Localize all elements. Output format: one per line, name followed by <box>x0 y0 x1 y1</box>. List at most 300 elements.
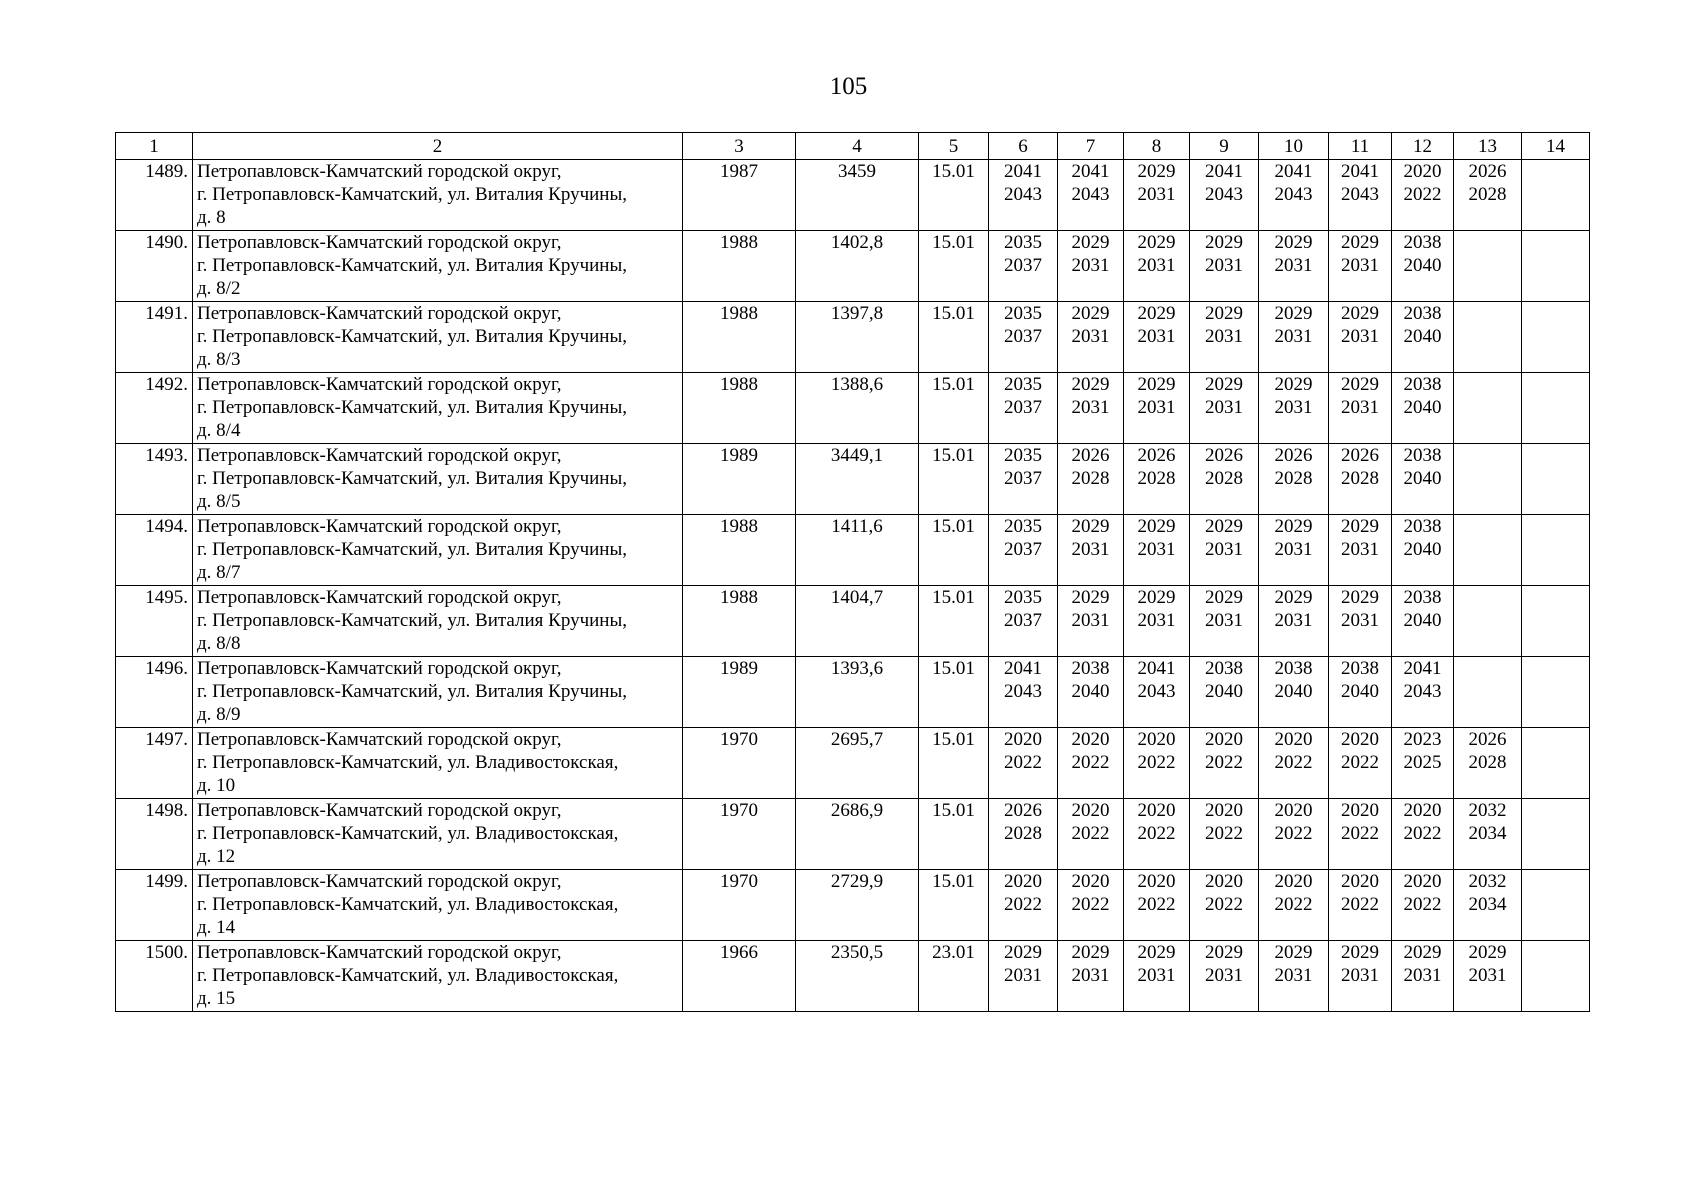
period-end: 2043 <box>1341 184 1379 205</box>
period-end: 2034 <box>1468 894 1507 915</box>
build-year: 1988 <box>683 373 796 444</box>
period-start: 2020 <box>1137 871 1176 892</box>
table-row <box>116 373 1590 444</box>
address-line: Петропавловск-Камчатский городской округ, <box>197 658 562 679</box>
period-cell <box>989 799 1058 870</box>
period-end: 2028 <box>1274 468 1313 489</box>
period-end: 2031 <box>1071 610 1110 631</box>
period-cell <box>1190 515 1259 586</box>
address-line: Петропавловск-Камчатский городской округ, <box>197 942 562 963</box>
period-end: 2037 <box>1004 468 1042 489</box>
code-value: 15.01 <box>919 231 989 302</box>
period-cell <box>1058 586 1124 657</box>
period-end: 2040 <box>1071 681 1110 702</box>
period-cell <box>1329 586 1392 657</box>
period-end: 2028 <box>1205 468 1243 489</box>
period-cell <box>989 728 1058 799</box>
period-start: 2020 <box>1205 729 1243 750</box>
period-start: 2020 <box>1403 161 1442 182</box>
period-start: 2029 <box>1205 587 1243 608</box>
period-end: 2031 <box>1137 184 1176 205</box>
period-cell <box>1259 515 1329 586</box>
total-area: 1402,8 <box>796 231 919 302</box>
period-start: 2020 <box>1274 729 1313 750</box>
address-cell <box>193 799 683 870</box>
address-line: г. Петропавловск-Камчатский, ул. Виталия Кручины, <box>197 184 627 205</box>
period-start: 2029 <box>1468 942 1507 963</box>
period-start: 2029 <box>1341 303 1379 324</box>
column-number-row <box>116 133 1590 160</box>
period-start: 2020 <box>1403 871 1442 892</box>
column-header: 13 <box>1454 133 1522 160</box>
address-line: г. Петропавловск-Камчатский, ул. Владивостокская, <box>197 823 619 844</box>
period-start: 2038 <box>1205 658 1243 679</box>
row-number: 1496. <box>116 657 193 728</box>
period-start: 2026 <box>1071 445 1110 466</box>
period-end: 2031 <box>1205 397 1243 418</box>
build-year: 1988 <box>683 231 796 302</box>
period-cell <box>1190 586 1259 657</box>
period-end: 2040 <box>1403 610 1442 631</box>
table-row <box>116 870 1590 941</box>
column-header: 2 <box>193 133 683 160</box>
period-end: 2022 <box>1341 752 1379 773</box>
address-line: г. Петропавловск-Камчатский, ул. Владивостокская, <box>197 894 619 915</box>
period-cell <box>1522 728 1590 799</box>
period-start: 2020 <box>1004 871 1042 892</box>
period-cell <box>1124 444 1190 515</box>
period-end: 2022 <box>1403 894 1442 915</box>
period-end: 2022 <box>1071 894 1110 915</box>
period-cell <box>1522 373 1590 444</box>
period-start: 2026 <box>1274 445 1313 466</box>
period-end: 2031 <box>1274 539 1313 560</box>
period-cell <box>1259 373 1329 444</box>
period-end: 2040 <box>1403 397 1442 418</box>
row-number: 1493. <box>116 444 193 515</box>
row-number: 1494. <box>116 515 193 586</box>
period-end: 2031 <box>1137 965 1176 986</box>
period-start: 2029 <box>1403 942 1442 963</box>
address-line: Петропавловск-Камчатский городской округ, <box>197 374 562 395</box>
period-end: 2040 <box>1274 681 1313 702</box>
row-number: 1499. <box>116 870 193 941</box>
row-number: 1491. <box>116 302 193 373</box>
table-row <box>116 941 1590 1012</box>
period-end: 2022 <box>1071 823 1110 844</box>
period-start: 2020 <box>1071 871 1110 892</box>
period-start: 2035 <box>1004 303 1042 324</box>
period-end: 2037 <box>1004 397 1042 418</box>
address-line: д. 8/3 <box>197 349 241 370</box>
period-end: 2031 <box>1137 610 1176 631</box>
period-start: 2029 <box>1205 303 1243 324</box>
period-end: 2037 <box>1004 255 1042 276</box>
address-cell <box>193 231 683 302</box>
period-start: 2029 <box>1071 942 1110 963</box>
period-cell <box>1190 870 1259 941</box>
period-end: 2022 <box>1274 823 1313 844</box>
code-value: 15.01 <box>919 586 989 657</box>
period-cell <box>1392 160 1454 231</box>
period-start: 2029 <box>1071 374 1110 395</box>
period-cell <box>1392 515 1454 586</box>
build-year: 1989 <box>683 657 796 728</box>
period-start: 2020 <box>1341 729 1379 750</box>
period-end: 2034 <box>1468 823 1507 844</box>
period-start: 2020 <box>1004 729 1042 750</box>
period-cell <box>1454 231 1522 302</box>
period-start: 2020 <box>1341 871 1379 892</box>
period-end: 2031 <box>1341 539 1379 560</box>
table-row <box>116 728 1590 799</box>
period-start: 2041 <box>1004 161 1042 182</box>
period-start: 2038 <box>1403 303 1442 324</box>
period-cell <box>989 515 1058 586</box>
period-cell <box>1329 444 1392 515</box>
row-number: 1492. <box>116 373 193 444</box>
period-end: 2022 <box>1274 752 1313 773</box>
period-cell <box>1392 870 1454 941</box>
period-start: 2029 <box>1341 942 1379 963</box>
period-start: 2029 <box>1071 232 1110 253</box>
period-start: 2035 <box>1004 516 1042 537</box>
period-start: 2026 <box>1137 445 1176 466</box>
build-year: 1970 <box>683 870 796 941</box>
period-cell <box>1190 373 1259 444</box>
period-start: 2029 <box>1137 232 1176 253</box>
period-cell <box>1329 941 1392 1012</box>
table-row <box>116 799 1590 870</box>
period-cell <box>989 373 1058 444</box>
column-header: 5 <box>919 133 989 160</box>
period-cell <box>1329 728 1392 799</box>
period-cell <box>1259 231 1329 302</box>
build-year: 1989 <box>683 444 796 515</box>
period-cell <box>1259 586 1329 657</box>
period-cell <box>1259 799 1329 870</box>
address-line: г. Петропавловск-Камчатский, ул. Виталия Кручины, <box>197 255 627 276</box>
address-line: Петропавловск-Камчатский городской округ, <box>197 445 562 466</box>
code-value: 15.01 <box>919 373 989 444</box>
period-start: 2029 <box>1071 516 1110 537</box>
build-year: 1966 <box>683 941 796 1012</box>
address-cell <box>193 302 683 373</box>
period-cell <box>1454 657 1522 728</box>
column-header: 8 <box>1124 133 1190 160</box>
period-end: 2031 <box>1341 610 1379 631</box>
period-cell <box>1058 231 1124 302</box>
period-end: 2031 <box>1071 326 1110 347</box>
period-start: 2026 <box>1468 729 1507 750</box>
address-line: д. 8 <box>197 207 226 228</box>
period-cell <box>1190 302 1259 373</box>
column-header: 6 <box>989 133 1058 160</box>
period-cell <box>1454 799 1522 870</box>
address-cell <box>193 941 683 1012</box>
address-line: Петропавловск-Камчатский городской округ, <box>197 729 562 750</box>
period-cell <box>1454 870 1522 941</box>
period-start: 2029 <box>1341 587 1379 608</box>
address-cell <box>193 515 683 586</box>
period-cell <box>989 231 1058 302</box>
period-end: 2043 <box>1004 681 1042 702</box>
address-cell <box>193 373 683 444</box>
period-end: 2022 <box>1341 823 1379 844</box>
period-cell <box>1259 657 1329 728</box>
period-end: 2031 <box>1071 255 1110 276</box>
period-cell <box>1058 302 1124 373</box>
period-start: 2041 <box>1004 658 1042 679</box>
period-cell <box>1190 160 1259 231</box>
period-end: 2031 <box>1205 965 1243 986</box>
period-end: 2022 <box>1137 894 1176 915</box>
period-end: 2022 <box>1137 752 1176 773</box>
page-number: 105 <box>829 73 868 100</box>
period-end: 2022 <box>1004 894 1042 915</box>
period-start: 2029 <box>1071 587 1110 608</box>
period-start: 2029 <box>1341 232 1379 253</box>
period-cell <box>989 941 1058 1012</box>
period-cell <box>1454 373 1522 444</box>
column-header: 3 <box>683 133 796 160</box>
column-header: 4 <box>796 133 919 160</box>
period-cell <box>1392 231 1454 302</box>
period-start: 2029 <box>1274 374 1313 395</box>
period-start: 2038 <box>1341 658 1379 679</box>
period-end: 2031 <box>1341 326 1379 347</box>
period-start: 2041 <box>1205 161 1243 182</box>
period-start: 2029 <box>1274 516 1313 537</box>
period-start: 2032 <box>1468 871 1507 892</box>
column-header: 7 <box>1058 133 1124 160</box>
period-cell <box>1329 799 1392 870</box>
column-header: 1 <box>116 133 193 160</box>
period-start: 2041 <box>1403 658 1442 679</box>
build-year: 1988 <box>683 586 796 657</box>
period-end: 2031 <box>1403 965 1442 986</box>
period-cell <box>1522 515 1590 586</box>
period-start: 2020 <box>1071 729 1110 750</box>
period-end: 2025 <box>1403 752 1442 773</box>
address-line: г. Петропавловск-Камчатский, ул. Владивостокская, <box>197 965 619 986</box>
address-line: д. 8/8 <box>197 633 241 654</box>
period-end: 2022 <box>1071 752 1110 773</box>
period-end: 2037 <box>1004 610 1042 631</box>
period-cell <box>1124 373 1190 444</box>
period-start: 2035 <box>1004 445 1042 466</box>
code-value: 15.01 <box>919 160 989 231</box>
period-start: 2029 <box>1205 516 1243 537</box>
period-cell <box>1392 373 1454 444</box>
address-cell <box>193 657 683 728</box>
period-start: 2026 <box>1004 800 1042 821</box>
period-cell <box>1058 657 1124 728</box>
table-row <box>116 160 1590 231</box>
period-cell <box>1058 515 1124 586</box>
period-cell <box>1522 302 1590 373</box>
period-end: 2031 <box>1274 255 1313 276</box>
period-start: 2020 <box>1274 800 1313 821</box>
period-cell <box>1454 941 1522 1012</box>
table-row <box>116 657 1590 728</box>
address-line: д. 8/5 <box>197 491 241 512</box>
address-line: д. 8/9 <box>197 704 241 725</box>
table-row <box>116 444 1590 515</box>
period-cell <box>989 586 1058 657</box>
period-end: 2043 <box>1004 184 1042 205</box>
period-end: 2031 <box>1205 610 1243 631</box>
address-line: д. 8/2 <box>197 278 241 299</box>
period-start: 2041 <box>1274 161 1313 182</box>
period-start: 2029 <box>1137 161 1176 182</box>
period-start: 2020 <box>1205 871 1243 892</box>
period-cell <box>1454 586 1522 657</box>
period-cell <box>989 870 1058 941</box>
period-end: 2040 <box>1205 681 1243 702</box>
period-cell <box>1259 870 1329 941</box>
period-end: 2022 <box>1137 823 1176 844</box>
total-area: 1397,8 <box>796 302 919 373</box>
period-cell <box>1522 444 1590 515</box>
table-row <box>116 231 1590 302</box>
period-start: 2029 <box>1205 232 1243 253</box>
period-start: 2020 <box>1205 800 1243 821</box>
row-number: 1489. <box>116 160 193 231</box>
address-cell <box>193 160 683 231</box>
period-end: 2022 <box>1403 184 1442 205</box>
code-value: 15.01 <box>919 870 989 941</box>
period-cell <box>1124 941 1190 1012</box>
period-start: 2029 <box>1205 942 1243 963</box>
period-start: 2020 <box>1137 729 1176 750</box>
period-cell <box>1329 515 1392 586</box>
period-start: 2020 <box>1071 800 1110 821</box>
period-end: 2022 <box>1274 894 1313 915</box>
period-end: 2031 <box>1205 326 1243 347</box>
period-cell <box>1329 160 1392 231</box>
period-end: 2028 <box>1341 468 1379 489</box>
period-cell <box>1259 941 1329 1012</box>
address-line: г. Петропавловск-Камчатский, ул. Виталия Кручины, <box>197 326 627 347</box>
period-cell <box>1190 799 1259 870</box>
period-end: 2040 <box>1403 468 1442 489</box>
period-end: 2040 <box>1403 326 1442 347</box>
period-cell <box>1124 302 1190 373</box>
row-number: 1498. <box>116 799 193 870</box>
period-end: 2031 <box>1137 539 1176 560</box>
total-area: 1411,6 <box>796 515 919 586</box>
period-cell <box>1522 160 1590 231</box>
period-cell <box>1392 444 1454 515</box>
period-cell <box>1329 302 1392 373</box>
period-cell <box>1124 586 1190 657</box>
period-cell <box>989 160 1058 231</box>
period-cell <box>1058 941 1124 1012</box>
period-cell <box>1259 160 1329 231</box>
period-start: 2038 <box>1403 374 1442 395</box>
address-line: Петропавловск-Камчатский городской округ, <box>197 871 562 892</box>
period-cell <box>1124 728 1190 799</box>
period-end: 2040 <box>1341 681 1379 702</box>
address-cell <box>193 728 683 799</box>
period-start: 2038 <box>1403 587 1442 608</box>
row-number: 1490. <box>116 231 193 302</box>
total-area: 2686,9 <box>796 799 919 870</box>
column-header: 9 <box>1190 133 1259 160</box>
period-cell <box>1522 799 1590 870</box>
period-end: 2043 <box>1274 184 1313 205</box>
period-cell <box>1522 870 1590 941</box>
period-cell <box>1259 302 1329 373</box>
period-start: 2038 <box>1403 232 1442 253</box>
total-area: 2695,7 <box>796 728 919 799</box>
period-cell <box>1124 799 1190 870</box>
address-line: д. 12 <box>197 846 236 867</box>
period-cell <box>1522 586 1590 657</box>
period-cell <box>1124 515 1190 586</box>
table-row <box>116 515 1590 586</box>
column-header: 12 <box>1392 133 1454 160</box>
period-start: 2026 <box>1341 445 1379 466</box>
period-end: 2031 <box>1205 539 1243 560</box>
address-line: г. Петропавловск-Камчатский, ул. Виталия Кручины, <box>197 397 627 418</box>
period-end: 2043 <box>1137 681 1176 702</box>
period-start: 2029 <box>1274 587 1313 608</box>
period-start: 2038 <box>1071 658 1110 679</box>
code-value: 15.01 <box>919 515 989 586</box>
address-cell <box>193 870 683 941</box>
period-end: 2022 <box>1205 823 1243 844</box>
address-line: г. Петропавловск-Камчатский, ул. Владивостокская, <box>197 752 619 773</box>
period-cell <box>1058 870 1124 941</box>
column-header: 10 <box>1259 133 1329 160</box>
period-end: 2043 <box>1071 184 1110 205</box>
period-start: 2032 <box>1468 800 1507 821</box>
address-line: Петропавловск-Камчатский городской округ, <box>197 587 562 608</box>
period-start: 2029 <box>1341 516 1379 537</box>
period-cell <box>1124 231 1190 302</box>
period-cell <box>1392 302 1454 373</box>
address-line: Петропавловск-Камчатский городской округ, <box>197 303 562 324</box>
address-line: Петропавловск-Камчатский городской округ, <box>197 232 562 253</box>
period-start: 2041 <box>1137 658 1176 679</box>
build-year: 1970 <box>683 799 796 870</box>
total-area: 3459 <box>796 160 919 231</box>
registry-body <box>116 160 1590 1012</box>
period-end: 2031 <box>1341 965 1379 986</box>
period-end: 2031 <box>1205 255 1243 276</box>
period-cell <box>1392 728 1454 799</box>
period-start: 2029 <box>1137 516 1176 537</box>
period-end: 2043 <box>1403 681 1442 702</box>
period-cell <box>1259 444 1329 515</box>
code-value: 15.01 <box>919 728 989 799</box>
period-end: 2028 <box>1468 752 1507 773</box>
build-year: 1988 <box>683 302 796 373</box>
address-line: г. Петропавловск-Камчатский, ул. Виталия Кручины, <box>197 681 627 702</box>
address-line: д. 15 <box>197 988 236 1009</box>
period-end: 2031 <box>1274 326 1313 347</box>
period-end: 2031 <box>1274 610 1313 631</box>
period-end: 2037 <box>1004 539 1042 560</box>
period-cell <box>1454 160 1522 231</box>
period-end: 2031 <box>1341 397 1379 418</box>
period-end: 2031 <box>1071 539 1110 560</box>
address-line: г. Петропавловск-Камчатский, ул. Виталия Кручины, <box>197 610 627 631</box>
code-value: 15.01 <box>919 302 989 373</box>
period-start: 2029 <box>1274 232 1313 253</box>
